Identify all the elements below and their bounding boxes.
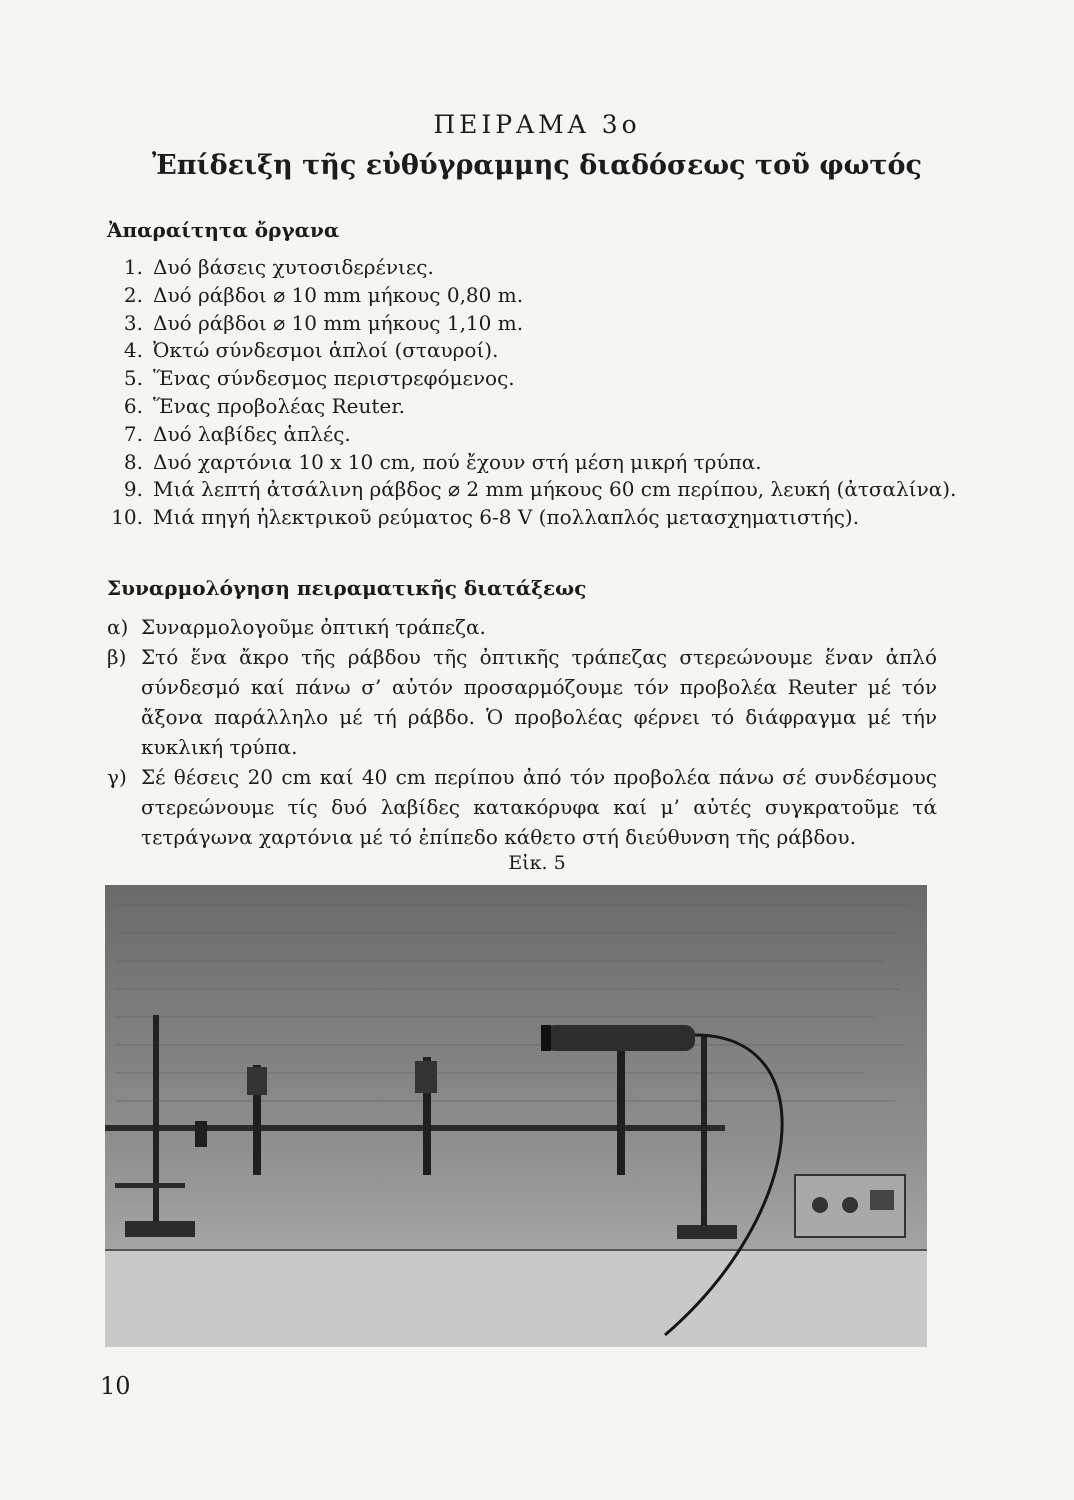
item-text: Ὀκτώ σύνδεσμοι ἁπλοί (σταυροί). (153, 338, 499, 363)
list-item (107, 505, 956, 533)
assembly-steps (107, 612, 937, 852)
figure-caption: Εἰκ. 5 (508, 852, 566, 874)
equipment-heading: Ἀπαραίτητα ὄργανα (107, 218, 340, 242)
step-letter: γ) (107, 765, 127, 789)
step-item (107, 642, 937, 762)
list-item (107, 311, 956, 339)
experiment-title: ΠΕΙΡΑΜΑ 3ο (433, 110, 641, 139)
item-text: Δυό ράβδοι ⌀ 10 mm μήκους 1,10 m. (153, 310, 524, 335)
step-text: Σέ θέσεις 20 cm καί 40 cm περίπου ἀπό τόν προβολέα πάνω σέ συνδέσμους στερεώνουμε τίς δυό λαβίδες κατακόρυφα καί μ’ αὐτές συγκρατοῦμε τά τετράγωνα χαρτόνια μέ τό ἐπίπεδο κάθετο στή διεύθυνση τῆς ράβδου. (141, 765, 937, 849)
item-text: Ἕνας προβολέας Reuter. (153, 393, 405, 418)
item-number: 2. (123, 282, 143, 307)
step-text: Στό ἕνα ἄκρο τῆς ράβδου τῆς ὀπτικῆς τράπεζας στερεώνουμε ἕναν ἁπλό σύνδεσμό καί πάνω σ’ αὐτόν προσαρμόζουμε τόν προβολέα Reuter μέ τόν ἄξονα παράλληλο μέ τή ράβδο. Ὁ προβολέας φέρνει τό διάφραγμα μέ τήν κυκλική τρύπα. (141, 645, 937, 759)
item-number: 10. (111, 505, 143, 530)
step-item (107, 612, 937, 642)
list-item (107, 255, 956, 283)
list-item (107, 283, 956, 311)
step-item (107, 762, 937, 852)
experiment-subtitle: Ἐπίδειξη τῆς εὐθύγραμμης διαδόσεως τοῦ φωτός (152, 150, 922, 181)
equipment-list (107, 255, 956, 533)
apparatus-photo (105, 885, 927, 1347)
item-number: 4. (123, 338, 143, 363)
page-number: 10 (100, 1372, 131, 1400)
item-number: 8. (123, 449, 143, 474)
item-text: Δυό χαρτόνια 10 x 10 cm, πού ἔχουν στή μέση μικρή τρύπα. (153, 449, 762, 474)
item-number: 5. (123, 366, 143, 391)
list-item (107, 366, 956, 394)
item-text: Δυό ράβδοι ⌀ 10 mm μήκους 0,80 m. (153, 282, 524, 307)
item-number: 3. (123, 310, 143, 335)
step-text: Συναρμολογοῦμε ὀπτική τράπεζα. (141, 615, 486, 639)
item-text: Δυό λαβίδες ἁπλές. (153, 421, 351, 446)
list-item (107, 450, 956, 478)
item-text: Ἕνας σύνδεσμος περιστρεφόμενος. (153, 366, 515, 391)
item-number: 1. (123, 255, 143, 279)
assembly-heading: Συναρμολόγηση πειραματικῆς διατάξεως (107, 576, 587, 600)
item-text: Μιά πηγή ἠλεκτρικοῦ ρεύματος 6-8 V (πολλαπλός μετασχηματιστής). (153, 505, 860, 530)
step-letter: α) (107, 615, 129, 639)
list-item (107, 477, 956, 505)
item-number: 6. (123, 393, 143, 418)
list-item (107, 422, 956, 450)
item-number: 9. (123, 477, 143, 502)
list-item (107, 338, 956, 366)
list-item (107, 394, 956, 422)
step-letter: β) (107, 645, 127, 669)
item-text: Μιά λεπτή ἀτσάλινη ράβδος ⌀ 2 mm μήκους 60 cm περίπου, λευκή (ἀτσαλίνα). (153, 477, 957, 502)
item-number: 7. (123, 421, 143, 446)
item-text: Δυό βάσεις χυτοσιδερένιες. (153, 255, 434, 279)
optical-bench-illustration (105, 885, 927, 1347)
